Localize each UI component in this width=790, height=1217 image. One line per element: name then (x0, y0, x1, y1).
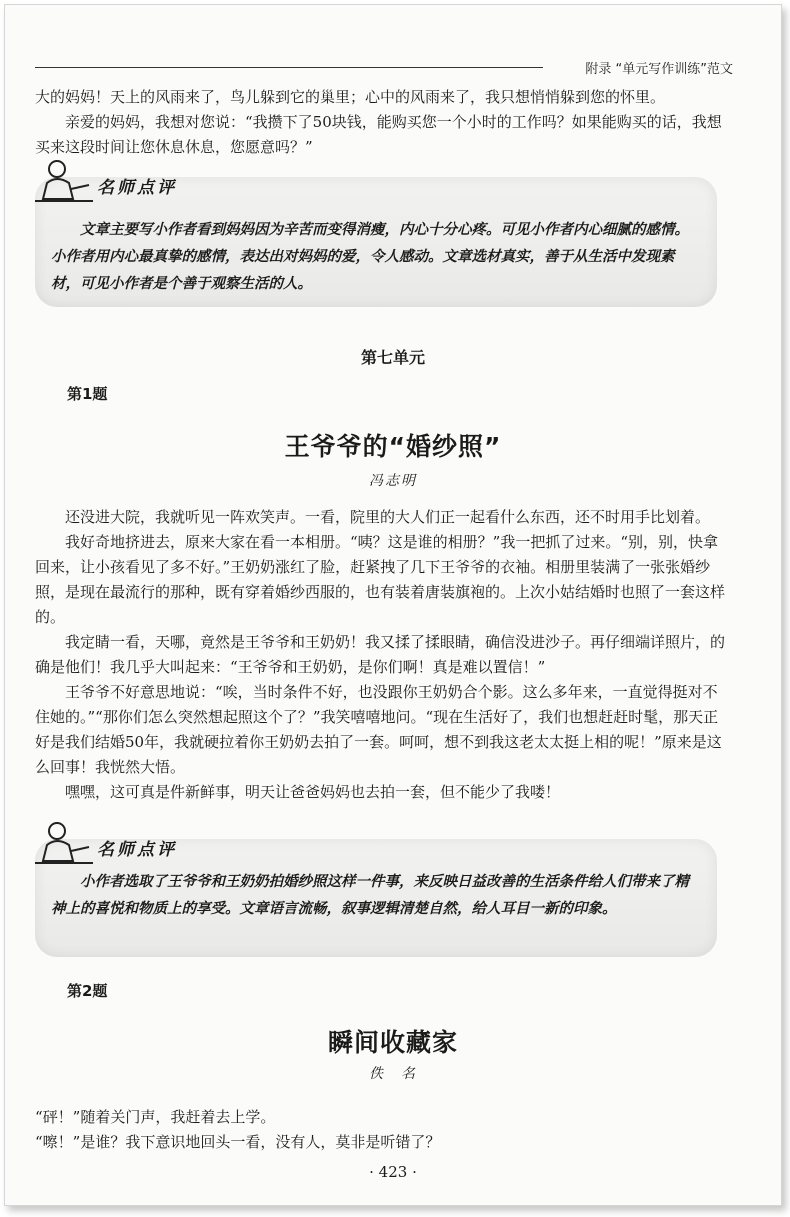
paragraph: 还没进大院，我就听见一阵欢笑声。一看，院里的大人们正一起看什么东西，还不时用手比划着。 (65, 508, 711, 526)
review-title: 名师点评 (97, 178, 177, 198)
review-title: 名师点评 (97, 840, 177, 860)
paragraph: “嚓！”是谁？我下意识地回头一看，没有人，莫非是听错了？ (35, 1133, 441, 1151)
paragraph: 嘿嘿，这可真是件新鲜事，明天让爸爸妈妈也去拍一套，但不能少了我喽！ (65, 783, 561, 801)
essay-title: 王爷爷的“婚纱照” (284, 432, 502, 461)
teacher-writing-icon (27, 155, 97, 211)
teacher-review-box (35, 839, 717, 957)
paragraph: 我定睛一看，天哪，竟然是王爷爷和王奶奶！我又揉了揉眼睛，确信没进沙子。再仔细端详照片，的确是他们！我几乎大叫起来：“王爷爷和王奶奶，是你们啊！真是难以置信！” (35, 633, 726, 676)
review-text: 文章主要写小作者看到妈妈因为辛苦而变得消瘦，内心十分心疼。可见小作者内心细腻的感情。小作者用内心最真挚的感情，表达出对妈妈的爱，令人感动。文章选材真实，善于从生活中发现素材，可见小作者是个善于观察生活的人。 (51, 222, 689, 292)
paragraph: 亲爱的妈妈，我想对您说：“我攒下了50块钱，能购买您一个小时的工作吗？如果能购买的话，我想买来这段时间让您休息休息，您愿意吗？” (35, 113, 722, 156)
teacher-writing-icon (27, 817, 97, 873)
paragraph: 大的妈妈！天上的风雨来了，鸟儿躲到它的巢里；心中的风雨来了，我只想悄悄躲到您的怀里。 (35, 88, 666, 106)
running-header (35, 57, 733, 77)
book-page (4, 4, 782, 1206)
question-label: 第2题 (67, 982, 108, 1000)
header-text: 附录 “单元写作训练”范文 (585, 62, 733, 77)
unit-title: 第七单元 (360, 348, 425, 367)
paragraph: 我好奇地挤进去，原来大家在看一本相册。“咦？这是谁的相册？”我一把抓了过来。“别，别，快拿回来，让小孩看见了多不好。”王奶奶涨红了脸，赶紧拽了几下王爷爷的衣袖。相册里装满了一张张婚纱照，是现在最流行的那种，既有穿着婚纱西服的，也有装着唐装旗袍的。上次小姑结婚时也照了一套这样的。 (35, 533, 726, 626)
essay-title: 瞬间收藏家 (327, 1028, 458, 1057)
review-text: 小作者选取了王爷爷和王奶奶拍婚纱照这样一件事，来反映日益改善的生活条件给人们带来了精神上的喜悦和物质上的享受。文章语言流畅，叙事逻辑清楚自然，给人耳目一新的印象。 (51, 874, 689, 917)
page-number: · 423 · (369, 1163, 417, 1181)
essay-author: 冯志明 (369, 473, 417, 489)
paragraph: “砰！”随着关门声，我赶着去上学。 (35, 1108, 276, 1126)
teacher-review-box (35, 177, 717, 307)
paragraph: 王爷爷不好意思地说：“唉，当时条件不好，也没跟你王奶奶合个影。这么多年来，一直觉得挺对不住她的。”“那你们怎么突然想起照这个了？”我笑嘻嘻地问。“现在生活好了，我们也想赶赶时髦，那天正好是我们结婚50年，我就硬拉着你王奶奶去拍了一套。呵呵，想不到我这老太太挺上相的呢！”原来是这么回事！我恍然大悟。 (35, 683, 722, 776)
question-label: 第1题 (67, 385, 108, 403)
essay-author: 佚 名 (369, 1066, 417, 1082)
header-rule (35, 67, 543, 68)
